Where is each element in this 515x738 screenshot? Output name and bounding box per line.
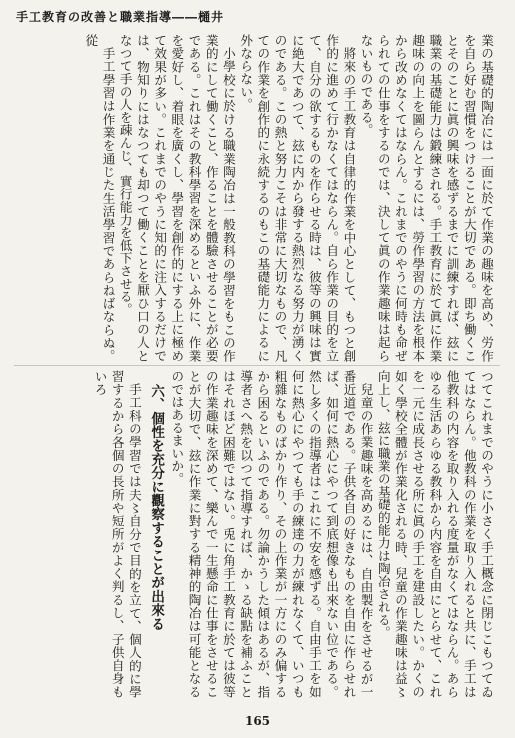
paragraph: 手工學習は作業を通じた生活學習であらねばならぬ。從: [83, 34, 116, 362]
upper-text-block: [25, 34, 495, 362]
page-number: 165: [244, 714, 271, 728]
lower-text-block: [25, 370, 495, 698]
paragraph: つてこれまでのやうに小さく手工概念に閉じこもつてゐてはならん。他教科の作業を取り入れると共に、手工は他教科の内容を取り入れる度量がなくてはならん。あらゆる生活あらゆる教科から内容を自由にとらせて、これを一元に成長させる所に眞の手工を建設したい。かくの如く學校全體が作業化される時、兒童の作業趣味は益〻向上し、玆に職業の基礎的能力は陶冶される。: [375, 370, 494, 698]
tier-divider: [14, 365, 500, 366]
section-heading: 六、個性を充分に觀察することが出來る: [148, 383, 165, 631]
paragraph: 將來の手工教育は自律的作業を中心として、もつと創作的に進めて行かなくてはならん。自ら作業の目的を立て、自分の欲するものを作らせる時は、彼等の興味は實に絶大であつて、玆に内から發する熱烈なる努力が湧くのである。この熱と努力こそは非常に大切なもので、凡ての作業を創作的に永続するのもこの基礎能力によるに外ならない。: [238, 34, 357, 362]
paragraph: 手工科の學習では夫〻自分で目的を立て、個人的に學習するから各個の長所や短所がよく判るし、子供自身もいろ: [92, 370, 142, 698]
paragraph: 小學校に於ける職業陶冶は一般教科の學習をもこの作業的にして働くこと、作ることを體驗させることが必要である。これはその教科學習を深めるといふ外に、作業を愛好し、着眼を廣くし、學習を創作的にする上に極めて效果が多い。これまでのやうに知的に注入するだけでは、物知りにはなつても却つて働くことを厭ひ口の人となつて手の人を疎んじ、實行能力を低下させる。: [117, 34, 236, 362]
paragraph: 業の基礎的陶冶には一面に於て作業の趣味を高め、労作を自ら好む習慣をつけることが大切である。即ち働くことそのことに眞の興味を感ずるまでに訓練すれば、玆に職業の基礎能力は鍛練される。手工教育に於て眞に作業趣味の向上を圖らんとするには、勞作學習の方法を根本から改めなくてはならん。これまでのやうに何時も命ぜられての仕事をするのでは、決して眞の作業趣味は起らないものである。: [358, 34, 494, 362]
running-title: 手工教育の改善と職業指導――樋井: [16, 10, 225, 24]
paragraph: 兒童の作業趣味を高めるには、自由製作をさせるが一番近道である。子供各自の好きなものを自由に作らせれば、如何に熱心にやつて到底想像も出來ない位である。然し多くの指導者はこれに不安を感ずる。自由手工を如何に熱心にやつても手の練達の力が練れなくて、いつも粗雜なものばかり作り、その上作業が一方にのみ偏するから困るといふのである。勿論かうした傾はあるが、指導者さへ熱を以つて指導すれば、かゝる缺點を補ふことはそれほど困難ではない。兎に角手工教育に於ては彼等の作業趣味を深めて、樂んで一生懸命に仕事をさせることが大切で、玆に作業に對する精神的陶冶は可能となるのではあるまいか。: [169, 370, 374, 698]
